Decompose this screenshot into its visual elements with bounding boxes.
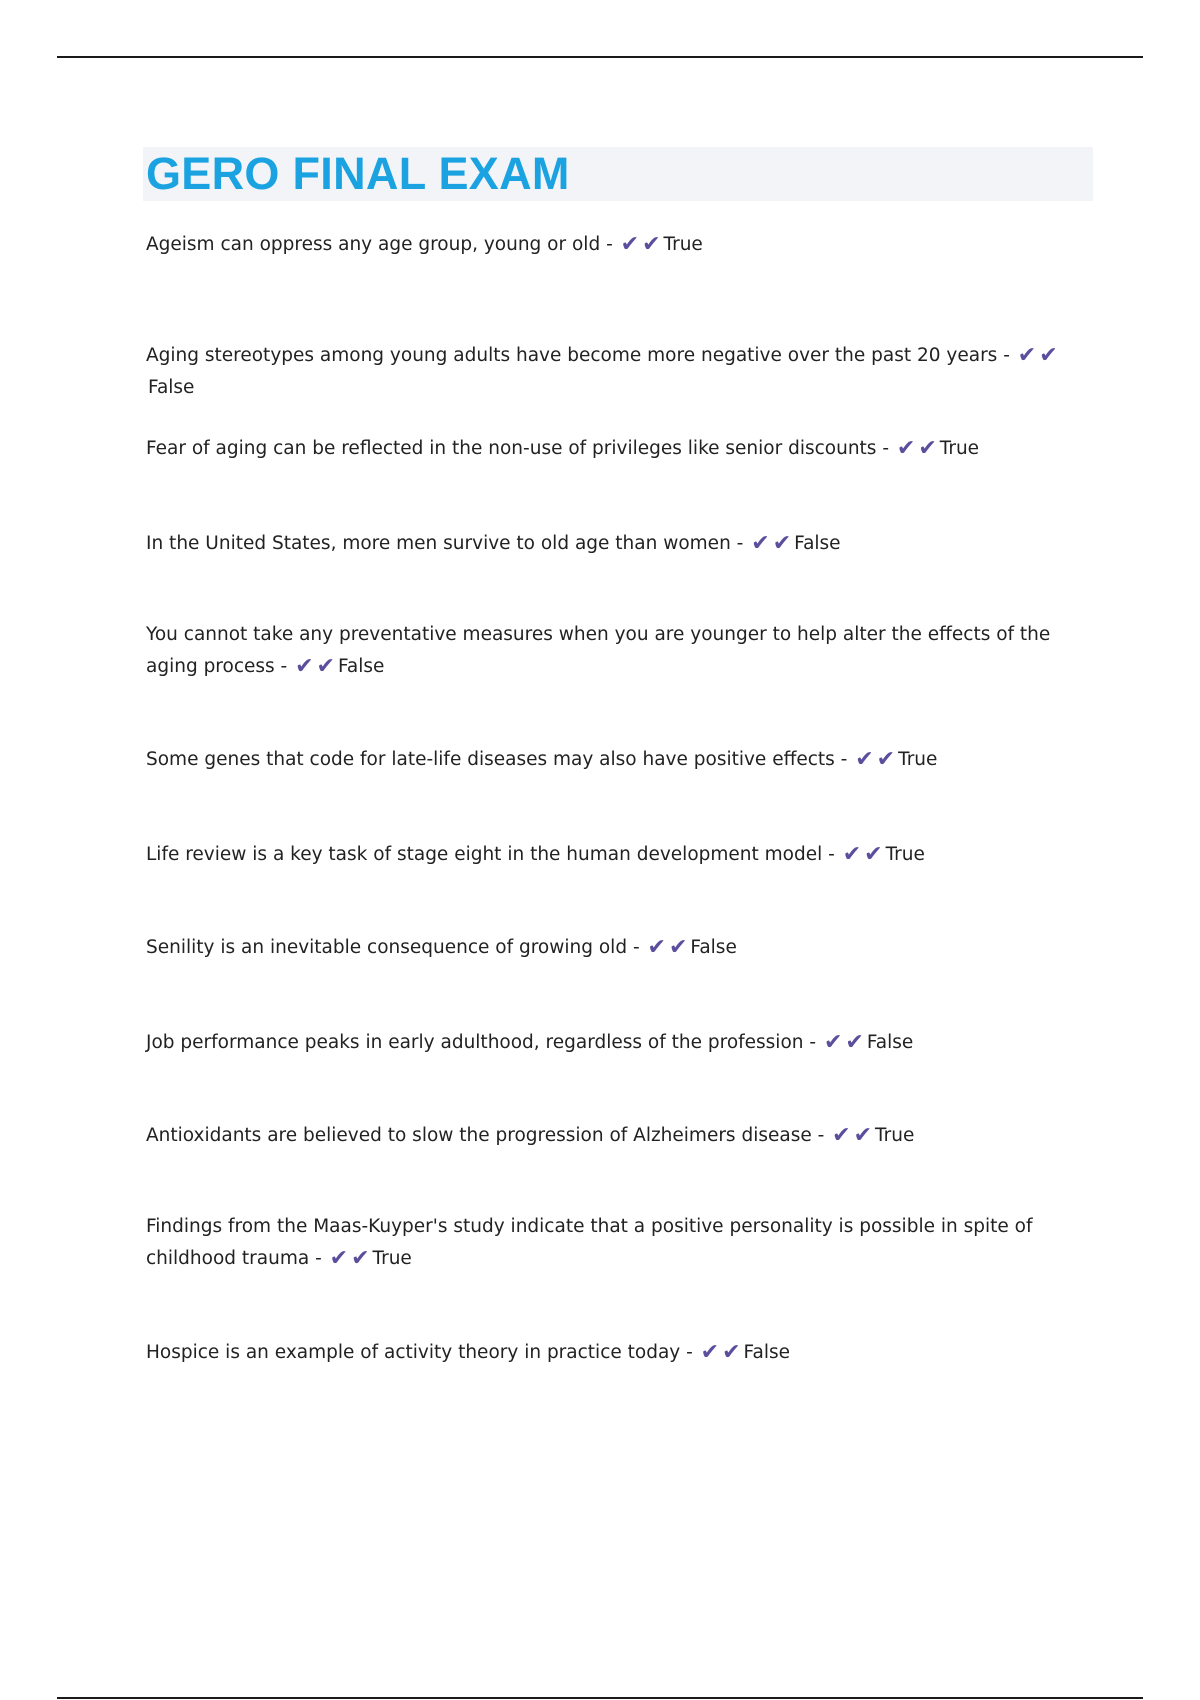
answer-text: False	[148, 377, 195, 398]
question-text: Job performance peaks in early adulthood, regardless of the profession -	[146, 1032, 817, 1053]
question-text: Fear of aging can be reflected in the non-use of privileges like senior discounts -	[146, 438, 889, 459]
checkmark-icon: ✔	[316, 654, 335, 679]
question-item	[146, 340, 1086, 404]
checkmark-icon: ✔	[751, 531, 770, 556]
checkmark-icon: ✔	[351, 1246, 370, 1271]
checkmark-icon: ✔	[642, 232, 661, 257]
question-text: In the United States, more men survive to old age than women -	[146, 533, 744, 554]
question-text: Hospice is an example of activity theory in practice today -	[146, 1342, 693, 1363]
question-text: Senility is an inevitable consequence of growing old -	[146, 937, 640, 958]
question-item	[146, 229, 1086, 261]
checkmark-icon: ✔	[668, 935, 688, 960]
answer-text: False	[690, 937, 737, 958]
answer-text: True	[885, 844, 925, 865]
checkmark-icon: ✔	[832, 1123, 851, 1148]
question-text: You cannot take any preventative measures when you are younger to help alter the effects of the aging process -	[146, 624, 1051, 677]
question-text: Ageism can oppress any age group, young or old -	[146, 234, 613, 255]
question-item	[146, 1211, 1086, 1275]
checkmark-icon: ✔	[853, 1123, 873, 1148]
checkmark-icon: ✔	[845, 1030, 864, 1055]
question-item	[146, 839, 1086, 871]
top-divider	[57, 56, 1143, 58]
bottom-divider	[57, 1697, 1143, 1699]
checkmark-icon: ✔	[864, 842, 883, 867]
answer-text: True	[898, 749, 938, 770]
checkmark-icon: ✔	[1017, 343, 1037, 368]
question-item	[146, 528, 1086, 560]
answer-text: True	[875, 1125, 915, 1146]
question-text: Life review is a key task of stage eight in the human development model -	[146, 844, 835, 865]
answer-text: True	[663, 234, 703, 255]
question-text: Aging stereotypes among young adults have become more negative over the past 20 years -	[146, 345, 1010, 366]
question-text: Antioxidants are believed to slow the progression of Alzheimers disease -	[146, 1125, 825, 1146]
question-item	[146, 1027, 1086, 1059]
checkmark-icon: ✔	[842, 842, 862, 867]
question-item	[146, 619, 1086, 683]
question-item	[146, 744, 1086, 776]
answer-text: False	[866, 1032, 914, 1053]
checkmark-icon: ✔	[918, 436, 937, 461]
page-title: GERO FINAL EXAM	[146, 148, 570, 199]
checkmark-icon: ✔	[647, 935, 666, 960]
question-item	[146, 1120, 1086, 1152]
question-item	[146, 1337, 1086, 1369]
checkmark-icon: ✔	[700, 1340, 720, 1365]
answer-text: False	[794, 533, 841, 554]
answer-text: False	[743, 1342, 790, 1363]
checkmark-icon: ✔	[620, 232, 640, 257]
checkmark-icon: ✔	[329, 1246, 349, 1271]
answer-text: True	[372, 1248, 412, 1269]
answer-text: True	[939, 438, 980, 459]
checkmark-icon: ✔	[823, 1030, 843, 1055]
checkmark-icon: ✔	[722, 1340, 741, 1365]
checkmark-icon: ✔	[876, 747, 896, 772]
question-text: Findings from the Maas-Kuyper's study indicate that a positive personality is possible in spite of childhood trauma -	[146, 1216, 1033, 1269]
checkmark-icon: ✔	[855, 747, 874, 772]
checkmark-icon: ✔	[772, 531, 792, 556]
question-text: Some genes that code for late-life diseases may also have positive effects -	[146, 749, 848, 770]
question-item	[146, 932, 1086, 964]
checkmark-icon: ✔	[295, 654, 314, 679]
answer-text: False	[337, 656, 385, 677]
checkmark-icon: ✔	[896, 436, 916, 461]
question-item	[146, 433, 1086, 465]
checkmark-icon: ✔	[1039, 343, 1058, 368]
